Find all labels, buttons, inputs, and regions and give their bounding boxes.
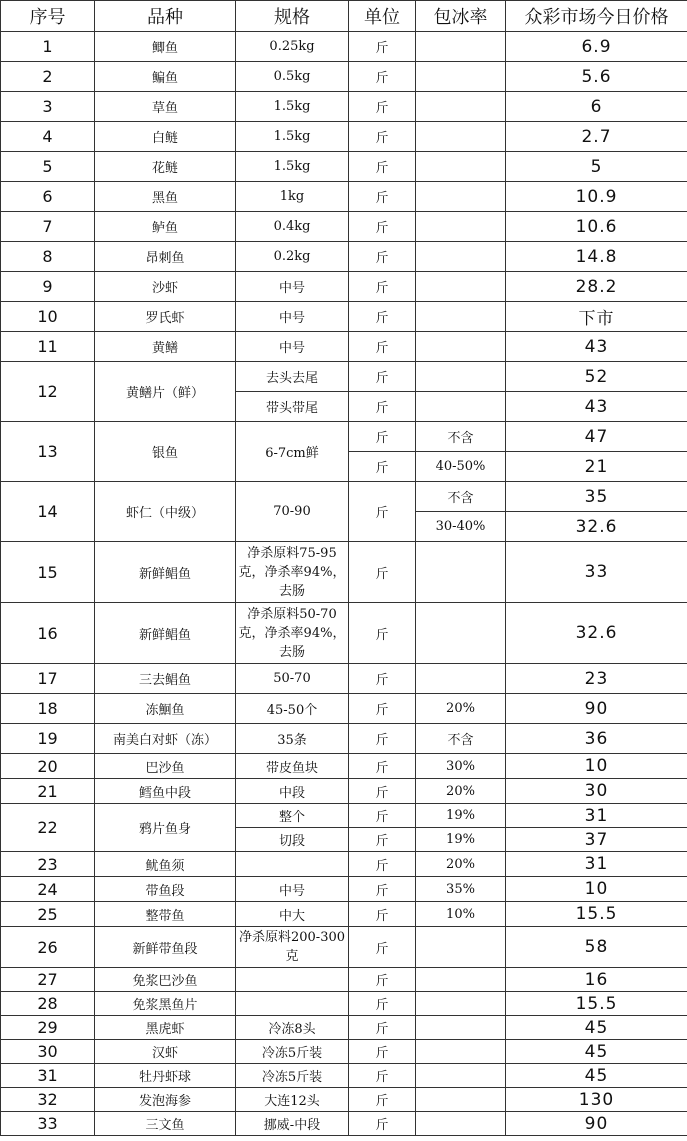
- unit-cell: 斤: [349, 32, 416, 62]
- price-cell: 52: [506, 362, 687, 392]
- unit-cell: 斤: [349, 212, 416, 242]
- ice-cell: [416, 1112, 506, 1136]
- spec-cell: [236, 992, 349, 1016]
- seq-cell: 10: [1, 302, 95, 332]
- price-cell: 10: [506, 877, 687, 902]
- unit-cell: 斤: [349, 1088, 416, 1112]
- spec-cell: 1kg: [236, 182, 349, 212]
- ice-cell: 35%: [416, 877, 506, 902]
- table-row: [1, 1064, 687, 1088]
- price-cell: 16: [506, 968, 687, 992]
- table-row: [1, 694, 687, 724]
- table-row: [1, 212, 687, 242]
- seq-cell: 13: [1, 422, 95, 482]
- price-cell: 58: [506, 927, 687, 968]
- table-row: [1, 92, 687, 122]
- variety-cell: 黑虎虾: [95, 1016, 236, 1040]
- header-price: 众彩市场今日价格: [506, 1, 687, 32]
- unit-cell: 斤: [349, 664, 416, 694]
- variety-cell: 新鲜带鱼段: [95, 927, 236, 968]
- variety-cell: 免浆巴沙鱼: [95, 968, 236, 992]
- unit-cell: 斤: [349, 968, 416, 992]
- table-row: [1, 272, 687, 302]
- seq-cell: 4: [1, 122, 95, 152]
- spec-cell: 中号: [236, 302, 349, 332]
- ice-cell: [416, 92, 506, 122]
- spec-cell: 挪威-中段: [236, 1112, 349, 1136]
- unit-cell: 斤: [349, 828, 416, 852]
- unit-cell: 斤: [349, 452, 416, 482]
- unit-cell: 斤: [349, 724, 416, 754]
- ice-cell: 20%: [416, 779, 506, 804]
- price-cell: 21: [506, 452, 687, 482]
- unit-cell: 斤: [349, 182, 416, 212]
- seq-cell: 24: [1, 877, 95, 902]
- spec-cell: 中号: [236, 332, 349, 362]
- header-unit: 单位: [349, 1, 416, 32]
- price-cell: 43: [506, 392, 687, 422]
- spec-cell: 1.5kg: [236, 122, 349, 152]
- spec-cell: 中段: [236, 779, 349, 804]
- ice-cell: [416, 1040, 506, 1064]
- unit-cell: 斤: [349, 92, 416, 122]
- seq-cell: 17: [1, 664, 95, 694]
- seq-cell: 6: [1, 182, 95, 212]
- unit-cell: 斤: [349, 482, 416, 542]
- seq-cell: 30: [1, 1040, 95, 1064]
- price-cell: 36: [506, 724, 687, 754]
- table-row: [1, 152, 687, 182]
- ice-cell: 10%: [416, 902, 506, 927]
- variety-cell: 三去鲳鱼: [95, 664, 236, 694]
- unit-cell: 斤: [349, 852, 416, 877]
- ice-cell: [416, 664, 506, 694]
- header-ice-rate: 包冰率: [416, 1, 506, 32]
- price-cell: 5: [506, 152, 687, 182]
- spec-cell: 去头去尾: [236, 362, 349, 392]
- price-cell: 45: [506, 1016, 687, 1040]
- unit-cell: 斤: [349, 1016, 416, 1040]
- seq-cell: 16: [1, 603, 95, 664]
- seq-cell: 15: [1, 542, 95, 603]
- variety-cell: 黑鱼: [95, 182, 236, 212]
- spec-cell: 0.25kg: [236, 32, 349, 62]
- spec-cell: 冷冻8头: [236, 1016, 349, 1040]
- seq-cell: 1: [1, 32, 95, 62]
- table-row: [1, 603, 687, 664]
- price-cell: 28.2: [506, 272, 687, 302]
- ice-cell: [416, 1016, 506, 1040]
- ice-cell: [416, 242, 506, 272]
- table-row: [1, 1112, 687, 1136]
- table-row: [1, 902, 687, 927]
- ice-cell: [416, 152, 506, 182]
- table-row: [1, 482, 687, 512]
- unit-cell: 斤: [349, 1112, 416, 1136]
- price-cell: 130: [506, 1088, 687, 1112]
- table-row: [1, 422, 687, 452]
- seq-cell: 28: [1, 992, 95, 1016]
- unit-cell: 斤: [349, 1064, 416, 1088]
- variety-cell: 鲈鱼: [95, 212, 236, 242]
- table-row: [1, 1040, 687, 1064]
- ice-cell: [416, 1064, 506, 1088]
- variety-cell: 巴沙鱼: [95, 754, 236, 779]
- unit-cell: 斤: [349, 62, 416, 92]
- unit-cell: 斤: [349, 927, 416, 968]
- header-row: [1, 1, 687, 32]
- spec-cell: [236, 968, 349, 992]
- table-row: [1, 664, 687, 694]
- spec-cell: 6-7cm鲜: [236, 422, 349, 482]
- variety-cell: 花鲢: [95, 152, 236, 182]
- unit-cell: 斤: [349, 392, 416, 422]
- seq-cell: 11: [1, 332, 95, 362]
- variety-cell: 草鱼: [95, 92, 236, 122]
- spec-cell: 整个: [236, 804, 349, 828]
- ice-cell: [416, 603, 506, 664]
- variety-cell: 虾仁（中级）: [95, 482, 236, 542]
- seq-cell: 31: [1, 1064, 95, 1088]
- spec-cell: 中大: [236, 902, 349, 927]
- variety-cell: 免浆黑鱼片: [95, 992, 236, 1016]
- spec-cell: 45-50个: [236, 694, 349, 724]
- variety-cell: 鲫鱼: [95, 32, 236, 62]
- variety-cell: 黄鳝片（鲜）: [95, 362, 236, 422]
- price-cell: 35: [506, 482, 687, 512]
- seq-cell: 21: [1, 779, 95, 804]
- unit-cell: 斤: [349, 332, 416, 362]
- unit-cell: 斤: [349, 242, 416, 272]
- ice-cell: [416, 362, 506, 392]
- spec-cell: 1.5kg: [236, 92, 349, 122]
- ice-cell: 不含: [416, 724, 506, 754]
- variety-cell: 鸦片鱼身: [95, 804, 236, 852]
- header-seq: 序号: [1, 1, 95, 32]
- table-row: [1, 62, 687, 92]
- price-cell: 5.6: [506, 62, 687, 92]
- spec-cell: 70-90: [236, 482, 349, 542]
- seq-cell: 22: [1, 804, 95, 852]
- table-row: [1, 1016, 687, 1040]
- seq-cell: 5: [1, 152, 95, 182]
- variety-cell: 三文鱼: [95, 1112, 236, 1136]
- table-row: [1, 1088, 687, 1112]
- price-cell: 下市: [506, 302, 687, 332]
- ice-cell: [416, 302, 506, 332]
- spec-cell: 切段: [236, 828, 349, 852]
- price-cell: 90: [506, 694, 687, 724]
- seq-cell: 9: [1, 272, 95, 302]
- ice-cell: 30%: [416, 754, 506, 779]
- ice-cell: 30-40%: [416, 512, 506, 542]
- ice-cell: 不含: [416, 422, 506, 452]
- price-cell: 32.6: [506, 512, 687, 542]
- spec-cell: [236, 852, 349, 877]
- unit-cell: 斤: [349, 804, 416, 828]
- unit-cell: 斤: [349, 122, 416, 152]
- unit-cell: 斤: [349, 902, 416, 927]
- variety-cell: 汉虾: [95, 1040, 236, 1064]
- table-row: [1, 724, 687, 754]
- price-cell: 90: [506, 1112, 687, 1136]
- variety-cell: 牡丹虾球: [95, 1064, 236, 1088]
- variety-cell: 黄鳝: [95, 332, 236, 362]
- unit-cell: 斤: [349, 422, 416, 452]
- seq-cell: 25: [1, 902, 95, 927]
- price-cell: 2.7: [506, 122, 687, 152]
- table-row: [1, 242, 687, 272]
- ice-cell: 40-50%: [416, 452, 506, 482]
- seq-cell: 12: [1, 362, 95, 422]
- table-row: [1, 362, 687, 392]
- table-row: [1, 877, 687, 902]
- variety-cell: 发泡海参: [95, 1088, 236, 1112]
- unit-cell: 斤: [349, 694, 416, 724]
- variety-cell: 罗氏虾: [95, 302, 236, 332]
- variety-cell: 带鱼段: [95, 877, 236, 902]
- price-cell: 23: [506, 664, 687, 694]
- price-cell: 31: [506, 852, 687, 877]
- table-row: [1, 32, 687, 62]
- spec-cell: 0.2kg: [236, 242, 349, 272]
- price-cell: 10.9: [506, 182, 687, 212]
- seq-cell: 32: [1, 1088, 95, 1112]
- price-cell: 47: [506, 422, 687, 452]
- seq-cell: 2: [1, 62, 95, 92]
- price-cell: 15.5: [506, 992, 687, 1016]
- ice-cell: [416, 272, 506, 302]
- unit-cell: 斤: [349, 779, 416, 804]
- unit-cell: 斤: [349, 152, 416, 182]
- variety-cell: 南美白对虾（冻）: [95, 724, 236, 754]
- ice-cell: [416, 542, 506, 603]
- spec-cell: 0.5kg: [236, 62, 349, 92]
- table-row: [1, 804, 687, 828]
- seq-cell: 26: [1, 927, 95, 968]
- table-body: [1, 32, 687, 1136]
- ice-cell: [416, 62, 506, 92]
- spec-cell: 大连12头: [236, 1088, 349, 1112]
- table-row: [1, 332, 687, 362]
- unit-cell: 斤: [349, 302, 416, 332]
- price-cell: 10: [506, 754, 687, 779]
- unit-cell: 斤: [349, 542, 416, 603]
- header-spec: 规格: [236, 1, 349, 32]
- ice-cell: 20%: [416, 694, 506, 724]
- seq-cell: 7: [1, 212, 95, 242]
- table-row: [1, 302, 687, 332]
- variety-cell: 新鲜鲳鱼: [95, 542, 236, 603]
- unit-cell: 斤: [349, 992, 416, 1016]
- ice-cell: [416, 122, 506, 152]
- ice-cell: 19%: [416, 804, 506, 828]
- spec-cell: 冷冻5斤装: [236, 1064, 349, 1088]
- ice-cell: [416, 392, 506, 422]
- ice-cell: 19%: [416, 828, 506, 852]
- price-cell: 45: [506, 1040, 687, 1064]
- spec-cell: 50-70: [236, 664, 349, 694]
- price-cell: 15.5: [506, 902, 687, 927]
- price-cell: 6.9: [506, 32, 687, 62]
- price-cell: 14.8: [506, 242, 687, 272]
- variety-cell: 白鲢: [95, 122, 236, 152]
- ice-cell: [416, 1088, 506, 1112]
- variety-cell: 昂刺鱼: [95, 242, 236, 272]
- price-cell: 6: [506, 92, 687, 122]
- unit-cell: 斤: [349, 603, 416, 664]
- variety-cell: 鳊鱼: [95, 62, 236, 92]
- spec-cell: 带皮鱼块: [236, 754, 349, 779]
- variety-cell: 新鲜鲳鱼: [95, 603, 236, 664]
- seq-cell: 23: [1, 852, 95, 877]
- ice-cell: [416, 992, 506, 1016]
- table-row: [1, 992, 687, 1016]
- price-cell: 10.6: [506, 212, 687, 242]
- price-cell: 45: [506, 1064, 687, 1088]
- ice-cell: [416, 32, 506, 62]
- seq-cell: 20: [1, 754, 95, 779]
- table-row: [1, 122, 687, 152]
- spec-cell: 35条: [236, 724, 349, 754]
- seq-cell: 27: [1, 968, 95, 992]
- ice-cell: [416, 212, 506, 242]
- price-cell: 37: [506, 828, 687, 852]
- table-row: [1, 852, 687, 877]
- ice-cell: [416, 927, 506, 968]
- price-cell: 33: [506, 542, 687, 603]
- unit-cell: 斤: [349, 877, 416, 902]
- ice-cell: [416, 968, 506, 992]
- seq-cell: 14: [1, 482, 95, 542]
- seq-cell: 33: [1, 1112, 95, 1136]
- spec-cell: 净杀原料50-70克，净杀率94%，去肠: [236, 603, 349, 664]
- price-cell: 31: [506, 804, 687, 828]
- variety-cell: 鳕鱼中段: [95, 779, 236, 804]
- spec-cell: 1.5kg: [236, 152, 349, 182]
- table-row: [1, 779, 687, 804]
- unit-cell: 斤: [349, 754, 416, 779]
- header-variety: 品种: [95, 1, 236, 32]
- variety-cell: 银鱼: [95, 422, 236, 482]
- unit-cell: 斤: [349, 1040, 416, 1064]
- ice-cell: [416, 332, 506, 362]
- variety-cell: 鱿鱼须: [95, 852, 236, 877]
- unit-cell: 斤: [349, 362, 416, 392]
- price-cell: 30: [506, 779, 687, 804]
- seq-cell: 8: [1, 242, 95, 272]
- table-row: [1, 968, 687, 992]
- price-cell: 32.6: [506, 603, 687, 664]
- ice-cell: [416, 182, 506, 212]
- variety-cell: 冻鮰鱼: [95, 694, 236, 724]
- seq-cell: 3: [1, 92, 95, 122]
- price-cell: 43: [506, 332, 687, 362]
- spec-cell: 带头带尾: [236, 392, 349, 422]
- variety-cell: 沙虾: [95, 272, 236, 302]
- seq-cell: 29: [1, 1016, 95, 1040]
- table-row: [1, 542, 687, 603]
- seq-cell: 19: [1, 724, 95, 754]
- spec-cell: 0.4kg: [236, 212, 349, 242]
- spec-cell: 净杀原料200-300克: [236, 927, 349, 968]
- table-row: [1, 754, 687, 779]
- spec-cell: 中号: [236, 877, 349, 902]
- seq-cell: 18: [1, 694, 95, 724]
- unit-cell: 斤: [349, 272, 416, 302]
- variety-cell: 整带鱼: [95, 902, 236, 927]
- table-row: [1, 182, 687, 212]
- table-row: [1, 927, 687, 968]
- spec-cell: 冷冻5斤装: [236, 1040, 349, 1064]
- ice-cell: 不含: [416, 482, 506, 512]
- spec-cell: 净杀原料75-95克，净杀率94%，去肠: [236, 542, 349, 603]
- spec-cell: 中号: [236, 272, 349, 302]
- ice-cell: 20%: [416, 852, 506, 877]
